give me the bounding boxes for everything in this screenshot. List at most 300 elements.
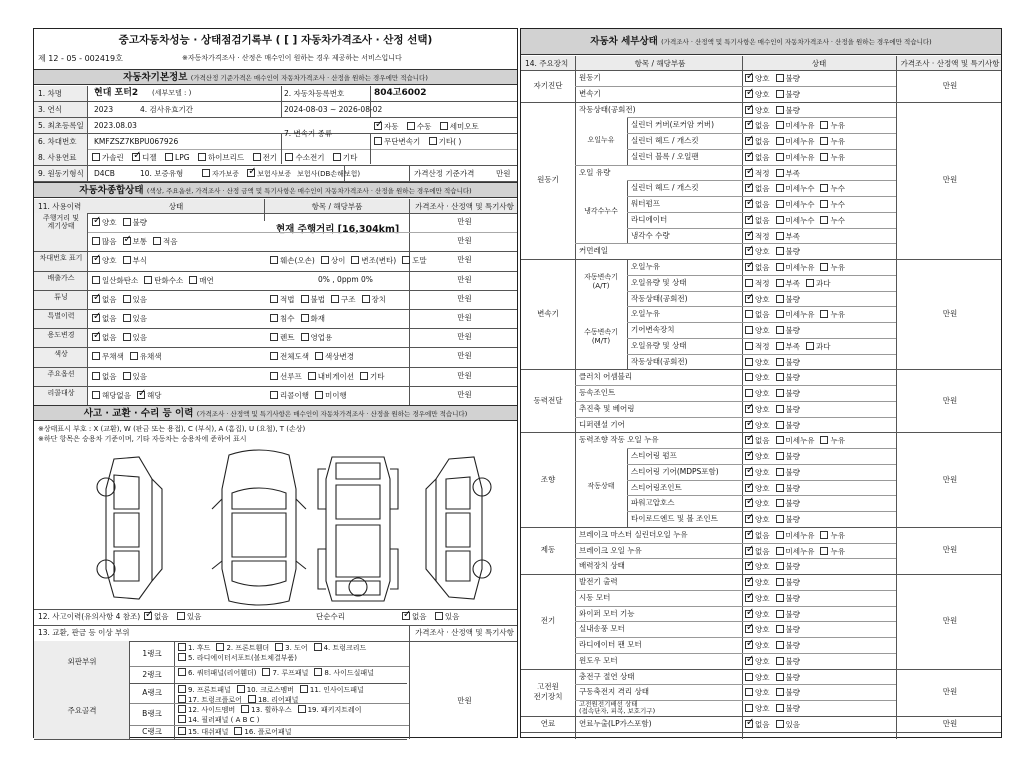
detail-opt-22-1-box[interactable] <box>776 421 784 429</box>
detail-opt-32-1[interactable] <box>776 578 801 587</box>
detail-opt-13-1-box[interactable] <box>776 279 784 287</box>
trans-cvt[interactable]: 무단변속기 <box>374 137 420 146</box>
detail-opt-17-0-box[interactable] <box>745 342 753 350</box>
detail-opt-18-0[interactable] <box>745 358 770 367</box>
summary-item-2-1[interactable] <box>321 256 346 265</box>
detail-opt-36-0[interactable] <box>745 641 770 650</box>
detail-opt-17-1-box[interactable] <box>776 342 784 350</box>
detail-opt-17-2-box[interactable] <box>806 342 814 350</box>
damage-part-1-0-4-box[interactable] <box>248 695 256 703</box>
detail-opt-25-1[interactable] <box>776 468 801 477</box>
summary-opt-4-0[interactable] <box>92 295 117 304</box>
detail-opt-3-1-box[interactable] <box>776 121 784 129</box>
summary-opt-4-1-box[interactable] <box>123 295 131 303</box>
detail-opt-9-0[interactable] <box>745 216 770 225</box>
damage-part-1-1-1-box[interactable] <box>241 705 249 713</box>
summary-item-8-1[interactable] <box>308 372 354 381</box>
detail-opt-23-0-box[interactable] <box>745 436 753 444</box>
summary-opt-7-0[interactable] <box>92 352 124 361</box>
trans-auto[interactable]: ✓자동 <box>374 122 399 131</box>
summary-opt-1-0-box[interactable] <box>92 237 100 245</box>
detail-opt-17-1[interactable] <box>776 342 801 351</box>
summary-opt-1-0[interactable] <box>92 237 117 246</box>
summary-item-2-0[interactable] <box>270 256 315 265</box>
summary-item-5-0-box[interactable] <box>270 314 278 322</box>
detail-opt-34-1[interactable] <box>776 610 801 619</box>
detail-opt-19-0-box[interactable] <box>745 373 753 381</box>
detail-opt-17-2[interactable] <box>806 342 831 351</box>
detail-opt-12-0[interactable] <box>745 263 770 272</box>
detail-opt-29-1-box[interactable] <box>776 531 784 539</box>
summary-opt-9-0[interactable] <box>92 391 131 400</box>
detail-opt-27-0-box[interactable] <box>745 499 753 507</box>
detail-opt-33-1-box[interactable] <box>776 594 784 602</box>
damage-part-1-1-2[interactable] <box>298 705 362 714</box>
detail-opt-9-1[interactable] <box>776 216 815 225</box>
detail-opt-2-1-box[interactable] <box>776 106 784 114</box>
fuel-hybrid[interactable]: 하이브리드 <box>198 153 244 162</box>
damage-part-0-0-2[interactable] <box>275 643 307 652</box>
detail-opt-10-1[interactable] <box>776 232 801 241</box>
detail-opt-4-2[interactable] <box>820 137 845 146</box>
detail-opt-15-2[interactable] <box>820 310 845 319</box>
detail-opt-32-1-box[interactable] <box>776 578 784 586</box>
damage-part-1-1-3-box[interactable] <box>178 715 186 723</box>
summary-opt-1-2[interactable] <box>153 237 178 246</box>
summary-opt-0-0-box[interactable] <box>92 218 100 226</box>
detail-opt-6-1-box[interactable] <box>776 169 784 177</box>
detail-opt-20-1-box[interactable] <box>776 389 784 397</box>
summary-opt-4-0-box[interactable] <box>92 295 100 303</box>
summary-item-4-1[interactable] <box>301 295 326 304</box>
damage-part-1-2-1-box[interactable] <box>234 727 242 735</box>
summary-opt-3-2[interactable] <box>189 276 214 285</box>
detail-opt-35-1-box[interactable] <box>776 625 784 633</box>
summary-item-7-1[interactable] <box>315 352 354 361</box>
detail-opt-18-1-box[interactable] <box>776 358 784 366</box>
detail-opt-22-1[interactable] <box>776 421 801 430</box>
summary-opt-0-1-box[interactable] <box>123 218 131 226</box>
detail-opt-37-0-box[interactable] <box>745 657 753 665</box>
detail-opt-39-1-box[interactable] <box>776 688 784 696</box>
detail-opt-28-1[interactable] <box>776 515 801 524</box>
detail-opt-38-0[interactable] <box>745 673 770 682</box>
detail-opt-8-0-box[interactable] <box>745 200 753 208</box>
fuel-lpg[interactable]: LPG <box>165 153 190 162</box>
detail-opt-17-0[interactable] <box>745 342 770 351</box>
summary-opt-2-1[interactable] <box>123 256 148 265</box>
damage-part-0-0-4[interactable] <box>178 653 297 662</box>
detail-opt-8-0[interactable] <box>745 200 770 209</box>
detail-opt-12-2[interactable] <box>820 263 845 272</box>
summary-opt-9-0-box[interactable] <box>92 391 100 399</box>
detail-opt-25-0[interactable] <box>745 468 770 477</box>
summary-opt-7-1[interactable] <box>130 352 162 361</box>
detail-opt-23-1[interactable] <box>776 436 815 445</box>
summary-item-9-0[interactable] <box>270 391 309 400</box>
detail-opt-37-0[interactable] <box>745 657 770 666</box>
summary-item-7-0[interactable] <box>270 352 309 361</box>
detail-opt-11-0[interactable] <box>745 247 770 256</box>
detail-opt-27-1-box[interactable] <box>776 499 784 507</box>
detail-opt-14-0[interactable] <box>745 295 770 304</box>
detail-opt-4-0-box[interactable] <box>745 137 753 145</box>
damage-part-1-2-0[interactable] <box>178 727 228 736</box>
detail-opt-34-1-box[interactable] <box>776 610 784 618</box>
detail-opt-30-1-box[interactable] <box>776 547 784 555</box>
summary-item-6-0[interactable] <box>270 333 295 342</box>
detail-opt-25-1-box[interactable] <box>776 468 784 476</box>
detail-opt-10-0[interactable] <box>745 232 770 241</box>
summary-opt-7-0-box[interactable] <box>92 352 100 360</box>
detail-opt-30-0[interactable] <box>745 547 770 556</box>
summary-opt-8-0[interactable] <box>92 372 117 381</box>
detail-opt-39-0[interactable] <box>745 688 770 697</box>
summary-item-4-0-box[interactable] <box>270 295 278 303</box>
damage-part-0-0-3[interactable] <box>314 643 367 652</box>
detail-opt-22-0[interactable] <box>745 421 770 430</box>
damage-part-1-0-0-box[interactable] <box>178 685 186 693</box>
detail-opt-20-1[interactable] <box>776 389 801 398</box>
damage-part-0-0-1-box[interactable] <box>216 643 224 651</box>
detail-opt-30-0-box[interactable] <box>745 547 753 555</box>
detail-opt-15-1-box[interactable] <box>776 310 784 318</box>
detail-opt-4-0[interactable] <box>745 137 770 146</box>
summary-item-2-2-box[interactable] <box>351 256 359 264</box>
detail-opt-28-1-box[interactable] <box>776 515 784 523</box>
detail-opt-5-2[interactable] <box>820 153 845 162</box>
detail-opt-20-0[interactable] <box>745 389 770 398</box>
detail-opt-2-1[interactable] <box>776 106 801 115</box>
summary-opt-9-1-box[interactable] <box>137 391 145 399</box>
detail-opt-24-1-box[interactable] <box>776 452 784 460</box>
detail-opt-16-1[interactable] <box>776 326 801 335</box>
detail-opt-28-0-box[interactable] <box>745 515 753 523</box>
summary-item-5-0[interactable] <box>270 314 295 323</box>
detail-opt-1-0[interactable] <box>745 90 770 99</box>
detail-opt-31-0-box[interactable] <box>745 562 753 570</box>
detail-opt-8-1[interactable] <box>776 200 815 209</box>
simple-repair-yes[interactable]: 있음 <box>435 612 460 621</box>
summary-opt-6-0-box[interactable] <box>92 333 100 341</box>
damage-part-0-1-2[interactable] <box>314 668 373 677</box>
trans-manual[interactable]: 수동 <box>407 122 432 131</box>
detail-opt-21-1[interactable] <box>776 405 801 414</box>
damage-part-1-1-3[interactable] <box>178 715 259 724</box>
detail-opt-33-0[interactable] <box>745 594 770 603</box>
damage-part-1-0-2-box[interactable] <box>300 685 308 693</box>
summary-opt-6-1[interactable] <box>123 333 148 342</box>
summary-item-9-0-box[interactable] <box>270 391 278 399</box>
detail-opt-18-0-box[interactable] <box>745 358 753 366</box>
detail-opt-6-1[interactable] <box>776 169 801 178</box>
detail-opt-40-0-box[interactable] <box>745 704 753 712</box>
damage-part-1-1-0-box[interactable] <box>178 705 186 713</box>
detail-opt-38-1[interactable] <box>776 673 801 682</box>
detail-opt-33-1[interactable] <box>776 594 801 603</box>
detail-opt-27-1[interactable] <box>776 499 801 508</box>
detail-opt-3-0-box[interactable] <box>745 121 753 129</box>
detail-opt-0-1-box[interactable] <box>776 74 784 82</box>
detail-opt-35-0-box[interactable] <box>745 625 753 633</box>
summary-item-6-0-box[interactable] <box>270 333 278 341</box>
detail-opt-41-0[interactable] <box>745 720 770 729</box>
detail-opt-1-1-box[interactable] <box>776 90 784 98</box>
damage-part-1-0-3-box[interactable] <box>178 695 186 703</box>
detail-opt-10-0-box[interactable] <box>745 232 753 240</box>
detail-opt-26-1[interactable] <box>776 484 801 493</box>
detail-opt-13-2-box[interactable] <box>806 279 814 287</box>
detail-opt-4-1[interactable] <box>776 137 815 146</box>
summary-opt-1-1-box[interactable] <box>123 237 131 245</box>
detail-opt-21-0-box[interactable] <box>745 405 753 413</box>
detail-opt-30-2-box[interactable] <box>820 547 828 555</box>
damage-part-1-1-1[interactable] <box>241 705 291 714</box>
detail-opt-37-1-box[interactable] <box>776 657 784 665</box>
detail-opt-29-2[interactable] <box>820 531 845 540</box>
detail-opt-24-0[interactable] <box>745 452 770 461</box>
damage-part-0-1-0[interactable] <box>178 668 256 677</box>
detail-opt-14-0-box[interactable] <box>745 295 753 303</box>
fuel-gasoline[interactable]: 가솔린 <box>92 153 124 162</box>
damage-part-0-0-2-box[interactable] <box>275 643 283 651</box>
detail-opt-11-1-box[interactable] <box>776 247 784 255</box>
summary-item-5-1[interactable] <box>301 314 326 323</box>
detail-opt-13-0[interactable] <box>745 279 770 288</box>
detail-opt-32-0-box[interactable] <box>745 578 753 586</box>
simple-repair-none[interactable]: ✓ 없음 <box>402 612 427 621</box>
detail-opt-41-1-box[interactable] <box>776 720 784 728</box>
detail-opt-37-1[interactable] <box>776 657 801 666</box>
summary-item-8-2-box[interactable] <box>360 372 368 380</box>
summary-opt-3-1-box[interactable] <box>144 276 152 284</box>
detail-opt-4-2-box[interactable] <box>820 137 828 145</box>
detail-opt-7-0-box[interactable] <box>745 184 753 192</box>
detail-opt-36-1-box[interactable] <box>776 641 784 649</box>
detail-opt-16-0[interactable] <box>745 326 770 335</box>
detail-opt-29-2-box[interactable] <box>820 531 828 539</box>
summary-item-8-0-box[interactable] <box>270 372 278 380</box>
detail-opt-5-0[interactable] <box>745 153 770 162</box>
detail-opt-23-1-box[interactable] <box>776 436 784 444</box>
summary-opt-5-0[interactable] <box>92 314 117 323</box>
summary-item-4-2-box[interactable] <box>331 295 339 303</box>
detail-opt-19-0[interactable] <box>745 373 770 382</box>
detail-opt-12-1[interactable] <box>776 263 815 272</box>
summary-opt-3-1[interactable] <box>144 276 183 285</box>
detail-opt-12-1-box[interactable] <box>776 263 784 271</box>
detail-opt-32-0[interactable] <box>745 578 770 587</box>
detail-opt-7-0[interactable] <box>745 184 770 193</box>
detail-opt-24-0-box[interactable] <box>745 452 753 460</box>
detail-opt-14-1-box[interactable] <box>776 295 784 303</box>
summary-item-4-1-box[interactable] <box>301 295 309 303</box>
detail-opt-24-1[interactable] <box>776 452 801 461</box>
detail-opt-16-0-box[interactable] <box>745 326 753 334</box>
detail-opt-23-2[interactable] <box>820 436 845 445</box>
summary-item-6-1[interactable] <box>301 333 333 342</box>
summary-item-2-0-box[interactable] <box>270 256 278 264</box>
detail-opt-39-1[interactable] <box>776 688 801 697</box>
detail-opt-8-1-box[interactable] <box>776 200 784 208</box>
summary-opt-0-1[interactable] <box>123 218 148 227</box>
summary-item-5-1-box[interactable] <box>301 314 309 322</box>
detail-opt-15-2-box[interactable] <box>820 310 828 318</box>
summary-item-4-3-box[interactable] <box>362 295 370 303</box>
damage-part-0-0-1[interactable] <box>216 643 269 652</box>
detail-opt-5-1-box[interactable] <box>776 153 784 161</box>
detail-opt-36-1[interactable] <box>776 641 801 650</box>
summary-item-2-3-box[interactable] <box>402 256 410 264</box>
detail-opt-20-0-box[interactable] <box>745 389 753 397</box>
trans-semiauto[interactable]: 세미오토 <box>440 122 479 131</box>
summary-item-2-2[interactable] <box>351 256 396 265</box>
summary-opt-2-0[interactable] <box>92 256 117 265</box>
summary-opt-9-1[interactable] <box>137 391 162 400</box>
fuel-other[interactable]: 기타 <box>333 153 358 162</box>
damage-part-0-0-3-box[interactable] <box>314 643 322 651</box>
summary-item-7-0-box[interactable] <box>270 352 278 360</box>
damage-part-1-2-0-box[interactable] <box>178 727 186 735</box>
summary-opt-5-1[interactable] <box>123 314 148 323</box>
detail-opt-31-1[interactable] <box>776 562 801 571</box>
detail-opt-1-0-box[interactable] <box>745 90 753 98</box>
summary-opt-3-0-box[interactable] <box>92 276 100 284</box>
damage-part-1-0-1-box[interactable] <box>237 685 245 693</box>
summary-opt-8-0-box[interactable] <box>92 372 100 380</box>
detail-opt-11-1[interactable] <box>776 247 801 256</box>
detail-opt-9-2[interactable] <box>820 216 845 225</box>
detail-opt-23-0[interactable] <box>745 436 770 445</box>
summary-opt-6-1-box[interactable] <box>123 333 131 341</box>
detail-opt-40-1[interactable] <box>776 704 801 713</box>
damage-part-0-1-1-box[interactable] <box>262 668 270 676</box>
detail-opt-12-2-box[interactable] <box>820 263 828 271</box>
summary-opt-5-1-box[interactable] <box>123 314 131 322</box>
summary-item-8-2[interactable] <box>360 372 385 381</box>
detail-opt-41-0-box[interactable] <box>745 720 753 728</box>
detail-opt-5-0-box[interactable] <box>745 153 753 161</box>
damage-part-0-0-0-box[interactable] <box>178 643 186 651</box>
detail-opt-0-1[interactable] <box>776 74 801 83</box>
fuel-electric[interactable]: 전기 <box>253 153 278 162</box>
detail-opt-6-0-box[interactable] <box>745 169 753 177</box>
detail-opt-29-0-box[interactable] <box>745 531 753 539</box>
summary-item-4-3[interactable] <box>362 295 387 304</box>
detail-opt-39-0-box[interactable] <box>745 688 753 696</box>
summary-opt-8-1[interactable] <box>123 372 148 381</box>
detail-opt-22-0-box[interactable] <box>745 421 753 429</box>
warranty-insurance[interactable]: ✓ 보험사보증 <box>247 169 291 178</box>
damage-part-1-1-2-box[interactable] <box>298 705 306 713</box>
detail-opt-10-1-box[interactable] <box>776 232 784 240</box>
detail-opt-30-2[interactable] <box>820 547 845 556</box>
detail-opt-1-1[interactable] <box>776 90 801 99</box>
detail-opt-13-1[interactable] <box>776 279 801 288</box>
detail-opt-35-0[interactable] <box>745 625 770 634</box>
summary-item-4-0[interactable] <box>270 295 295 304</box>
summary-item-8-0[interactable] <box>270 372 302 381</box>
summary-opt-5-0-box[interactable] <box>92 314 100 322</box>
detail-opt-21-0[interactable] <box>745 405 770 414</box>
detail-opt-26-0-box[interactable] <box>745 484 753 492</box>
damage-part-1-0-1[interactable] <box>237 685 294 694</box>
trans-other[interactable]: 기타( ) <box>429 137 462 146</box>
detail-opt-38-1-box[interactable] <box>776 673 784 681</box>
detail-opt-3-2-box[interactable] <box>820 121 828 129</box>
detail-opt-5-2-box[interactable] <box>820 153 828 161</box>
detail-opt-2-0-box[interactable] <box>745 106 753 114</box>
summary-item-9-1[interactable] <box>315 391 347 400</box>
summary-opt-8-1-box[interactable] <box>123 372 131 380</box>
detail-opt-16-1-box[interactable] <box>776 326 784 334</box>
detail-opt-7-1[interactable] <box>776 184 815 193</box>
q12-none[interactable]: ✓ 없음 <box>144 612 169 621</box>
summary-opt-2-1-box[interactable] <box>123 256 131 264</box>
warranty-self[interactable]: 자가보증 <box>202 169 239 178</box>
detail-opt-15-0-box[interactable] <box>745 310 753 318</box>
detail-opt-15-0[interactable] <box>745 310 770 319</box>
summary-item-8-1-box[interactable] <box>308 372 316 380</box>
detail-opt-2-0[interactable] <box>745 106 770 115</box>
detail-opt-15-1[interactable] <box>776 310 815 319</box>
detail-opt-27-0[interactable] <box>745 499 770 508</box>
detail-opt-36-0-box[interactable] <box>745 641 753 649</box>
detail-opt-29-1[interactable] <box>776 531 815 540</box>
detail-opt-26-0[interactable] <box>745 484 770 493</box>
detail-opt-35-1[interactable] <box>776 625 801 634</box>
summary-opt-1-1[interactable] <box>123 237 148 246</box>
damage-part-1-1-0[interactable] <box>178 705 235 714</box>
damage-part-0-1-1[interactable] <box>262 668 308 677</box>
detail-opt-5-1[interactable] <box>776 153 815 162</box>
fuel-diesel[interactable]: ✓ 디젤 <box>132 153 157 162</box>
summary-item-9-1-box[interactable] <box>315 391 323 399</box>
detail-opt-34-0[interactable] <box>745 610 770 619</box>
detail-opt-28-0[interactable] <box>745 515 770 524</box>
summary-item-2-1-box[interactable] <box>321 256 329 264</box>
q12-yes[interactable]: 있음 <box>177 612 202 621</box>
detail-opt-26-1-box[interactable] <box>776 484 784 492</box>
detail-opt-30-1[interactable] <box>776 547 815 556</box>
detail-opt-0-0-box[interactable] <box>745 74 753 82</box>
detail-opt-3-0[interactable] <box>745 121 770 130</box>
summary-item-4-2[interactable] <box>331 295 356 304</box>
detail-opt-25-0-box[interactable] <box>745 468 753 476</box>
detail-opt-4-1-box[interactable] <box>776 137 784 145</box>
detail-opt-19-1-box[interactable] <box>776 373 784 381</box>
detail-opt-13-0-box[interactable] <box>745 279 753 287</box>
detail-opt-9-2-box[interactable] <box>820 216 828 224</box>
detail-opt-9-1-box[interactable] <box>776 216 784 224</box>
summary-item-6-1-box[interactable] <box>301 333 309 341</box>
detail-opt-33-0-box[interactable] <box>745 594 753 602</box>
detail-opt-38-0-box[interactable] <box>745 673 753 681</box>
detail-opt-31-0[interactable] <box>745 562 770 571</box>
damage-part-1-2-1[interactable] <box>234 727 291 736</box>
summary-opt-3-0[interactable] <box>92 276 138 285</box>
detail-opt-7-2-box[interactable] <box>820 184 828 192</box>
summary-opt-3-2-box[interactable] <box>189 276 197 284</box>
damage-part-0-1-0-box[interactable] <box>178 668 186 676</box>
summary-opt-2-0-box[interactable] <box>92 256 100 264</box>
detail-opt-7-1-box[interactable] <box>776 184 784 192</box>
summary-item-7-1-box[interactable] <box>315 352 323 360</box>
fuel-hydrogen[interactable]: 수소전기 <box>285 153 324 162</box>
detail-opt-6-0[interactable] <box>745 169 770 178</box>
detail-opt-40-0[interactable] <box>745 704 770 713</box>
detail-opt-14-1[interactable] <box>776 295 801 304</box>
